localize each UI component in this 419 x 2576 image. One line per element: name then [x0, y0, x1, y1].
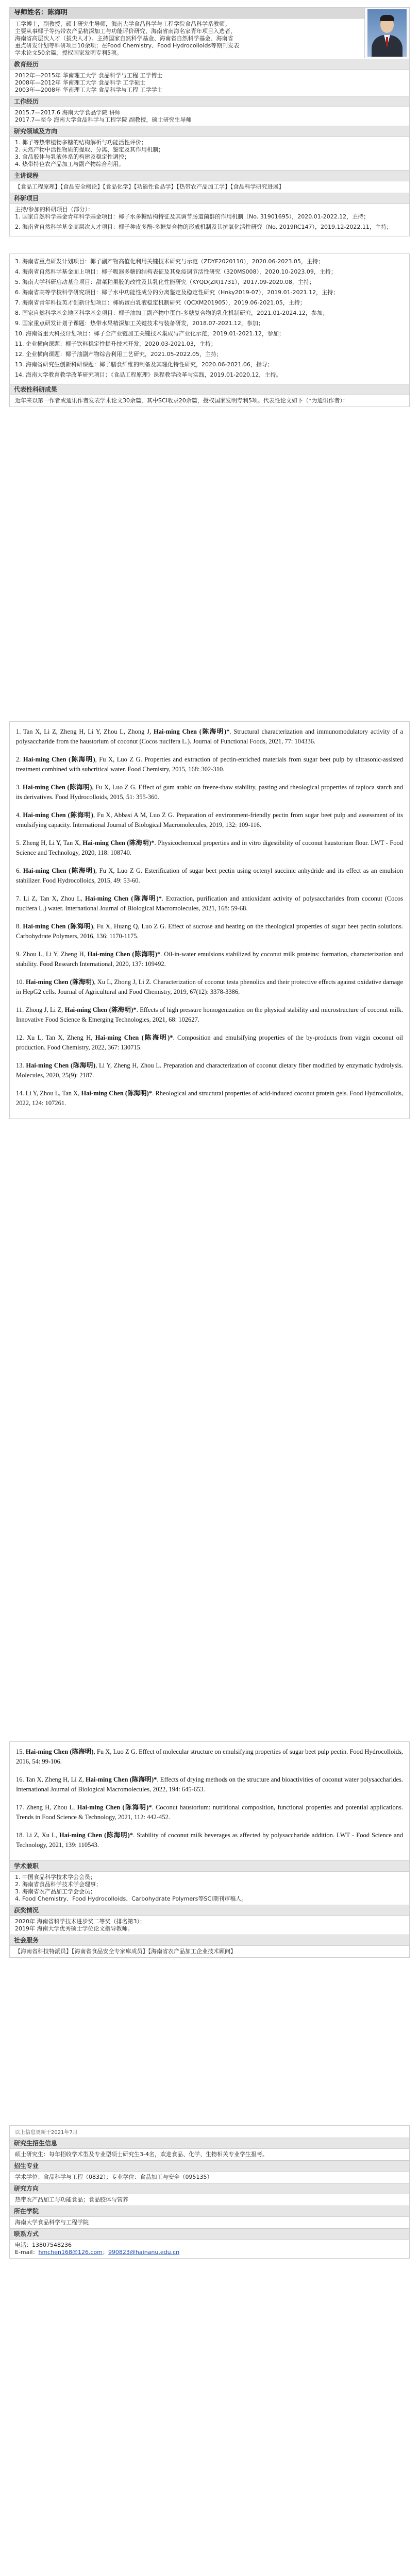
project-item: 6. 海南省高等学校科学研究项目：椰子水中功能性成分的分离鉴定及稳定性研究（Hnky2019-07），2019.01-2021.12，主持；	[15, 289, 339, 296]
research-item: 4. 热带特色农产品加工与副产物综合利用。	[15, 161, 124, 167]
awards-list	[10, 1916, 409, 1935]
reference-citation: , Fu X, Abbasi A M, Luo Z G. Preparation of environment-friendly pectin from sugar beet pulp and assessment of its emulsifying capacity. International Journal of Biological Macromolecules, 2019, 132: 109-116.	[16, 811, 403, 828]
academic-item: 4. Food Chemistry、Food Hydrocolloids、Carbohydrate Polymers等SCI期刊审稿人。	[15, 1895, 247, 1902]
reference-number: 16.	[16, 1776, 24, 1783]
reference-highlighted-author: Hai-ming Chen (陈海明)	[23, 784, 92, 791]
contact-heading: 联系方式	[10, 2228, 409, 2240]
reference-citation: . Stability of coconut milk beverages as affected by polysaccharide addition. LWT - Food Science and Technology, 2021, 139: 110543.	[16, 1832, 403, 1849]
update-note: 以上信息更新于2021年7月	[15, 2130, 78, 2136]
project-item: 9. 国家重点研发计划子课题：热带水果精深加工关键技术与装备研发，2018.07-2021.12，参加；	[15, 320, 264, 327]
project-item: 7. 海南省青年科技英才创新计划项目：椰奶蛋白乳液稳定机制研究（QCXM201905），2019.06-2021.05，主持；	[15, 299, 306, 306]
references-list-continued	[10, 1742, 409, 1860]
reference-item	[16, 1033, 403, 1053]
reference-highlighted-author: Hai-ming Chen (陈海明)	[23, 923, 93, 930]
references-continued-block	[9, 1741, 410, 1958]
reference-highlighted-author: Hai-ming Chen (陈海明)	[25, 1748, 94, 1755]
projects-continued-block	[9, 253, 410, 407]
phone-row	[15, 2242, 404, 2249]
reference-number: 17.	[16, 1804, 24, 1811]
supervisor-title	[10, 8, 364, 19]
education-item: 2003年—2008年 华南理工大学 食品科学与工程 工学学士	[15, 87, 163, 93]
awards-heading: 获奖情况	[10, 1905, 409, 1916]
reference-item	[16, 838, 403, 858]
projects-body	[10, 204, 409, 236]
reference-highlighted-author: Hai-ming Chen (陈海明)	[23, 756, 95, 763]
portrait-frame	[364, 8, 409, 58]
projects-heading: 科研项目	[10, 193, 409, 204]
work-item: 2017.7—至今 海南大学食品科学与工程学院 副教授，硕士研究生导师	[15, 116, 192, 123]
reference-citation: , Fu X, Luo Z G. Effect of molecular structure on emulsifying properties of sugar beet pulp pectin. Food Hydrocolloids, 2016, 54: 99-106.	[16, 1748, 403, 1765]
award-item: 2020年 海南省科学技术进步奖二等奖（排名第3）；	[15, 1918, 145, 1925]
intro-line: 海南省高层次人才（拔尖人才）。主持国家自然科学基金、海南省自然科学基金、海南省	[15, 35, 233, 42]
reference-number: 6.	[16, 867, 21, 874]
education-item: 2012年—2015年 华南理工大学 食品科学与工程 工学博士	[15, 72, 163, 79]
reference-number: 10.	[16, 978, 24, 986]
reference-highlighted-author: Hai-ming Chen (陈海明)	[25, 978, 94, 986]
direction-heading: 研究方向	[10, 2183, 409, 2194]
reference-number: 12.	[16, 1034, 24, 1041]
reference-coauthors: Zhou L, Li Y, Zheng H,	[23, 951, 88, 958]
reference-number: 18.	[16, 1832, 24, 1839]
intro-line: 学术论文50余篇，授权国家发明专利5项。	[15, 49, 122, 56]
references-list	[9, 721, 410, 1119]
phone-number: 13807548236	[32, 2242, 72, 2248]
project-item: 12. 企业横向课题：椰子油副产物综合利用工艺研究，2021.05-2022.05，主持；	[15, 351, 222, 358]
education-item: 2008年—2012年 华南理工大学 食品科学 工学硕士	[15, 79, 146, 86]
reference-citation: . Oil-in-water emulsions stabilized by coconut milk proteins: formation, characterization and stability. Food Research International, 2020, 137: 109492.	[16, 951, 403, 968]
reference-item	[16, 1089, 403, 1108]
project-item: 4. 海南省自然科学基金面上项目：椰子吸器多糖的结构表征及其免疫调节活性研究（320MS008），2020.10-2023.09，主持；	[15, 268, 337, 275]
email-row	[15, 2249, 404, 2256]
reference-item	[16, 1747, 403, 1767]
service-text: 【海南省科技特派员】【海南省食品安全专家库成员】【海南省农产品加工企业技术顾问】	[15, 1948, 236, 1955]
supervisor-name: 陈海明	[47, 9, 68, 16]
reference-number: 15.	[16, 1748, 24, 1755]
reference-number: 5.	[16, 839, 21, 846]
phone-label: 电话：	[15, 2242, 32, 2248]
reference-citation: . Rheological and structural properties of acid-induced coconut protein gels. Food Hydrocolloids, 2022, 124: 107261.	[16, 1090, 403, 1107]
profile-header-row	[10, 8, 409, 59]
reference-item	[16, 1775, 403, 1794]
reference-number: 3.	[16, 784, 21, 791]
email-label: E-mail：	[15, 2249, 39, 2256]
project-item: 3. 海南省重点研发计划项目：椰子副产物高值化利用关键技术研究与示范（ZDYF2020110），2020.06-2023.05，主持；	[15, 258, 324, 265]
reference-citation: . Structural characterization and immunomodulatory activity of a polysaccharide from the haustorium of coconut (Cocos nucifera L.). Journal of Functional Foods, 2021, 77: 104336.	[16, 728, 403, 745]
profile-block	[9, 7, 410, 236]
award-item: 2019年 海南大学优秀硕士学位论文指导教师。	[15, 1925, 133, 1932]
major-text: 学术学位：食品科学与工程（0832）；专业学位：食品加工与安全（095135）	[15, 2174, 213, 2180]
achievements-heading: 代表性科研成果	[10, 384, 409, 395]
reference-highlighted-author: Hai-ming Chen (陈海明)*	[87, 951, 161, 958]
supervisor-name-label: 导师姓名：	[14, 9, 48, 16]
academic-item: 1. 中国食品科学技术学会会员；	[15, 1874, 96, 1880]
project-item: 14. 海南大学教育教学改革研究项目：《食品工程原理》课程教学改革与实践，2019.01-2020.12，主持。	[15, 371, 282, 378]
intro-line: 工学博士，副教授，硕士研究生导师，海南大学食品科学与工程学院食品科学系教师。	[15, 21, 230, 27]
courses-heading: 主讲课程	[10, 170, 409, 181]
reference-coauthors: Zheng H, Zhou L,	[26, 1804, 77, 1811]
reference-item	[16, 1803, 403, 1822]
reference-item	[16, 922, 403, 941]
reference-item	[16, 1061, 403, 1080]
education-list	[10, 70, 409, 96]
recruitment-block	[9, 2125, 410, 2259]
email-link-secondary[interactable]: 990823@hainanu.edu.cn	[108, 2249, 180, 2256]
reference-number: 9.	[16, 951, 21, 958]
reference-item	[16, 783, 403, 802]
reference-citation: , Fu X, Luo Z G. Effect of gum arabic on freeze-thaw stability, pasting and rheological properties of tapioca starch and its derivatives. Food Hydrocolloids, 2015, 51: 355-360.	[16, 784, 404, 801]
projects-list-continued	[10, 254, 409, 384]
achievements-intro: 近年来以第一作者或通讯作者发表学术论文30余篇，其中SCI收录20余篇，授权国家发明专利5项。代表性论文如下（*为通讯作者）：	[15, 397, 348, 404]
reference-highlighted-author: Hai-ming Chen (陈海明)*	[59, 1832, 133, 1839]
email-link-primary[interactable]: hmchen168@126.com	[38, 2249, 103, 2256]
intro-text	[10, 19, 364, 59]
reference-highlighted-author: Hai-ming Chen (陈海明)*	[95, 1034, 173, 1041]
reference-number: 13.	[16, 1062, 24, 1069]
intro-line: 主要从事椰子等热带农产品精深加工与功能评价研究，海南省南海名家青年项目入选者，	[15, 28, 236, 35]
reference-highlighted-author: Hai-ming Chen (陈海明)*	[154, 728, 230, 735]
research-item: 1. 椰子等热带植物多糖的结构解析与功能活性评价；	[15, 139, 147, 146]
recruit-info-text: 硕士研究生：每年招收学术型及专业型硕士研究生3-4名，欢迎食品、化学、生物相关专业学生报考。	[15, 2151, 268, 2158]
academic-heading: 学术兼职	[10, 1860, 409, 1872]
research-heading: 研究领域及方向	[10, 126, 409, 137]
reference-highlighted-author: Hai-ming Chen (陈海明)*	[81, 1090, 153, 1097]
reference-number: 1.	[16, 728, 21, 735]
reference-item	[16, 810, 403, 830]
project-item: 5. 海南大学科研启动基金项目：甜菜粕果胶的改性及其乳化性能研究（KYQD(ZR)1731），2017.09-2020.08，主持；	[15, 279, 315, 285]
reference-item	[16, 755, 403, 774]
projects-list	[15, 213, 404, 231]
reference-item	[16, 894, 403, 913]
projects-intro: 主持/参加的科研项目（部分）：	[15, 206, 94, 213]
academic-item: 3. 海南省农产品加工学会会员；	[15, 1888, 96, 1895]
email-separator: ；	[102, 2249, 108, 2256]
project-item: 2. 海南省自然科学基金高层次人才项目：椰子种皮多酚-多糖复合物的形成机制及其抗氧化活性研究（No. 2019RC147），2019.12-2022.11，主持；	[15, 224, 392, 230]
reference-citation: . Effects of drying methods on the structure and bioactivities of coconut water polysaccharides. International Journal of Biological Macromolecules, 2022, 194: 645-653.	[16, 1776, 404, 1793]
reference-citation: , Li Y, Zheng H, Zhou L. Preparation and characterization of coconut dietary fiber modified by enzymatic hydrolysis. Molecules, 2020, 25(9): 2187.	[16, 1062, 403, 1079]
profile-summary	[10, 8, 364, 59]
research-item: 2. 天然产物中活性物质的提取、分离、鉴定及其作用机制；	[15, 146, 164, 153]
reference-highlighted-author: Hai-ming Chen (陈海明)	[23, 867, 95, 874]
reference-number: 7.	[16, 895, 21, 902]
reference-coauthors: Xu L, Tan X, Zheng H,	[26, 1034, 95, 1041]
education-heading: 教育经历	[10, 59, 409, 70]
reference-item	[16, 977, 403, 997]
academic-item: 2. 海南省食品科学技术学会理事；	[15, 1881, 102, 1888]
reference-coauthors: Li Z, Tan X, Zhou L,	[23, 895, 86, 902]
research-list	[10, 137, 409, 170]
reference-item	[16, 866, 403, 886]
reference-number: 4.	[16, 811, 21, 819]
reference-citation: . Effects of high pressure homogenization on the physical stability and microstructure of coconut milk. Innovative Food Science & Emerging Technologies, 2021, 68: 102627.	[16, 1006, 403, 1023]
reference-coauthors: Li Y, Zhou L, Tan X,	[25, 1090, 81, 1097]
reference-number: 14.	[16, 1090, 24, 1097]
reference-item	[16, 1005, 403, 1025]
reference-highlighted-author: Hai-ming Chen (陈海明)*	[64, 1006, 137, 1013]
reference-coauthors: Tan X, Li Z, Zheng H, Li Y, Zhou L, Zhong J,	[23, 728, 154, 735]
college-text: 海南大学食品科学与工程学院	[15, 2219, 89, 2226]
contact-body	[10, 2240, 409, 2258]
project-item: 8. 国家自然科学基金地区科学基金项目：椰子油加工副产物中蛋白-多糖复合物的乳化机制研究，2021.01-2024.12，参加；	[15, 310, 328, 316]
reference-highlighted-author: Hai-ming Chen (陈海明)*	[86, 1776, 157, 1783]
reference-number: 11.	[16, 1006, 24, 1013]
service-heading: 社会服务	[10, 1935, 409, 1946]
reference-citation: . Coconut haustorium: nutritional composition, functional properties and potential applications. Trends in Food Science & Technology, 2021, 112: 442-452.	[16, 1804, 403, 1821]
portrait-photo	[367, 9, 407, 57]
reference-highlighted-author: Hai-ming Chen (陈海明)*	[77, 1804, 152, 1811]
reference-highlighted-author: Hai-ming Chen (陈海明)*	[85, 895, 162, 902]
reference-coauthors: Zheng H, Li Y, Tan X,	[22, 839, 83, 846]
reference-citation: , Xu L, Zhong J, Li Z. Characterization of coconut testa phenolics and their protective effects against oxidative damage in HepG2 cells. Journal of Agricultural and Food Chemistry, 2019, 67(12): 3378-3386.	[16, 978, 404, 995]
reference-citation: , Fu X, Luo Z G. Esterification of sugar beet pectin using octenyl succinic anhydride and its effect as an emulsion stabilizer. Food Hydrocolloids, 2015, 49: 53-60.	[16, 867, 403, 884]
reference-number: 2.	[16, 756, 21, 763]
reference-item	[16, 950, 403, 969]
work-heading: 工作经历	[10, 96, 409, 107]
project-item: 11. 企业横向课题：椰子饮料稳定性提升技术开发，2020.03-2021.03，主持；	[15, 341, 216, 347]
project-item: 13. 海南省研究生创新科研课题：椰子膳食纤维的制备及其理化特性研究，2020.06-2021.06，指导；	[15, 361, 273, 368]
intro-line: 重点研发计划等科研项目10余项；在Food Chemistry、Food Hydrocolloids等期刊发表	[15, 42, 240, 49]
reference-highlighted-author: Hai-ming Chen (陈海明)	[26, 1062, 96, 1069]
courses-text: 【食品工程原理】【食品安全概论】【食品化学】【功能性食品学】【热带农产品加工学】【食品科学研究进展】	[15, 183, 284, 190]
reference-highlighted-author: Hai-ming Chen (陈海明)	[23, 811, 93, 819]
reference-citation: , Fu X, Huang Q, Luo Z G. Effect of sucrose and heating on the rheological properties of sugar beet pectin solutions. Carbohydrate Polymers, 2016, 136: 1170-1175.	[16, 923, 403, 940]
academic-list	[10, 1872, 409, 1905]
reference-citation: . Extraction, purification and antioxidant activity of polysaccharides from coconut (Cocos nucifera L.) water. International Journal of Biological Macromolecules, 2021, 168: 59-68.	[16, 895, 404, 912]
project-item: 1. 国家自然科学基金青年科学基金项目：椰子水多糖结构特征及其调节肠道菌群的作用机制（No. 31901695），2020.01-2022.12，主持；	[15, 213, 370, 220]
reference-coauthors: Tan X, Zheng H, Li Z,	[25, 1776, 86, 1783]
research-item: 3. 食品胶体与乳液体系的构建及稳定性调控；	[15, 154, 130, 160]
reference-highlighted-author: Hai-ming Chen (陈海明)*	[82, 839, 155, 846]
work-list	[10, 107, 409, 126]
reference-item	[16, 1831, 403, 1850]
major-heading: 招生专业	[10, 2160, 409, 2172]
project-item: 10. 海南省重大科技计划项目：椰子全产业链加工关键技术集成与产业化示范，2019.01-2021.12，参加；	[15, 330, 284, 337]
reference-citation: , Fu X, Luo Z G. Properties and extraction of pectin-enriched materials from sugar beet pulp by ultrasonic-assisted treatment combined with subcritical water. Food Chemistry, 2015, 168: 302-310.	[16, 756, 404, 773]
reference-coauthors: Zhong J, Li Z,	[25, 1006, 65, 1013]
reference-citation: . Physicochemical properties and in vitro digestibility of coconut haustorium flour. LWT - Food Science and Technology, 2020, 118: 108740.	[16, 839, 403, 856]
reference-citation: . Composition and emulsifying properties of the by-products from virgin coconut oil production. Food Chemistry, 2022, 367: 130715.	[16, 1034, 403, 1051]
reference-number: 8.	[16, 923, 21, 930]
recruit-info-heading: 研究生招生信息	[10, 2138, 409, 2149]
college-heading: 所在学院	[10, 2206, 409, 2217]
reference-item	[16, 727, 403, 747]
direction-text: 热带农产品加工与功能食品；食品胶体与营养	[15, 2196, 128, 2203]
reference-coauthors: Li Z, Xu L,	[26, 1832, 59, 1839]
work-item: 2015.7—2017.6 海南大学食品学院 讲师	[15, 109, 121, 116]
